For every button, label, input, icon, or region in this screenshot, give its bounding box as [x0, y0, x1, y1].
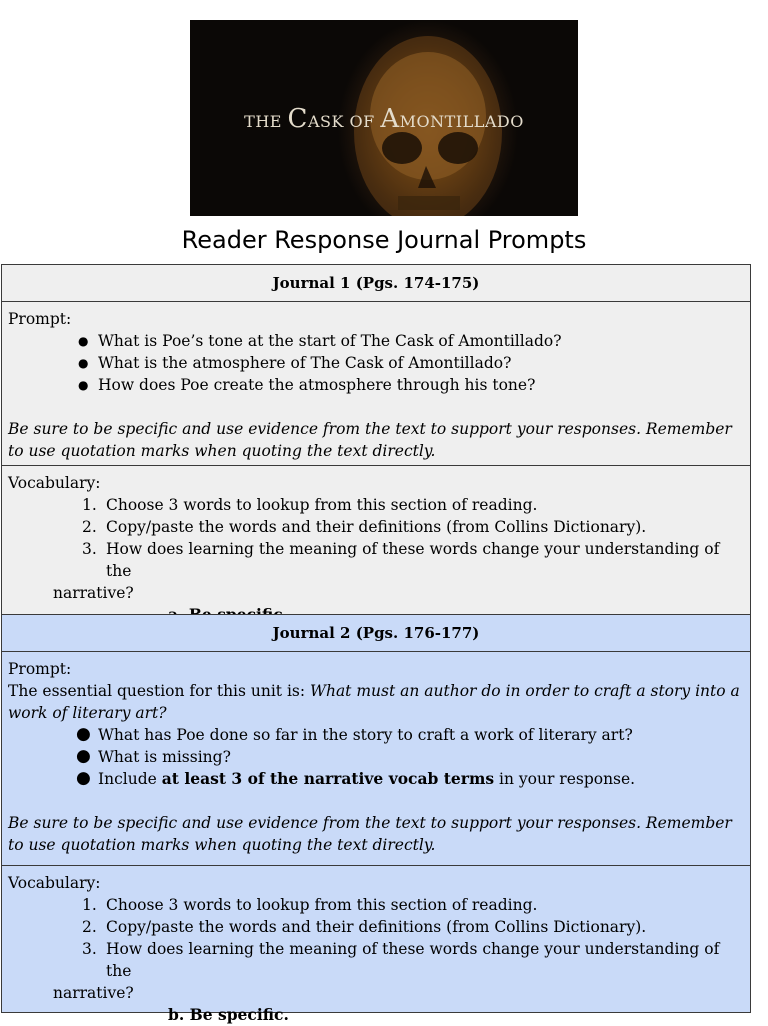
evidence-reminder: Be sure to be specific and use evidence from the text to support your responses. Remember to use quotation marks when quoting the text directly. — [8, 420, 732, 460]
vocab-label: Vocabulary: — [8, 474, 101, 492]
list-item: 3. How does learning the meaning of these words change your understanding of the — [82, 940, 720, 980]
list-item: 1. Choose 3 words to lookup from this section of reading. — [82, 496, 538, 514]
list-item: ● How does Poe create the atmosphere through his tone? — [98, 374, 744, 396]
journal2-vocab-cell — [1, 865, 751, 1024]
prompt-label: Prompt: — [8, 660, 72, 678]
sub-item: b. Be specific. — [168, 1005, 289, 1024]
banner-title: THE CASK OF AMONTILLADO — [244, 104, 524, 134]
evidence-reminder: Be sure to be specific and use evidence from the text to support your responses. Remember to use quotation marks when quoting the text directly. — [8, 814, 732, 854]
essential-question: The essential question for this unit is: What must an author do in order to craft a story into a work of literary art? — [8, 682, 740, 722]
journal2-vocab-list — [8, 894, 744, 982]
list-item: 2. Copy/paste the words and their definitions (from Collins Dictionary). — [82, 918, 647, 936]
journal1-vocab-list — [8, 494, 744, 582]
vocab-label: Vocabulary: — [8, 874, 101, 892]
vocab-continuation: narrative? — [53, 584, 134, 602]
journal2-header: Journal 2 (Pgs. 176-177) — [1, 614, 751, 652]
list-item: 3. How does learning the meaning of these words change your understanding of the — [82, 540, 720, 580]
list-item: ● What is Poe’s tone at the start of The Cask of Amontillado? — [98, 330, 744, 352]
journal1-prompt-list — [8, 330, 744, 396]
list-item: 2. Copy/paste the words and their definitions (from Collins Dictionary). — [82, 518, 647, 536]
journal2-prompt-list — [8, 724, 744, 790]
journal1-vocab-cell — [1, 465, 751, 615]
title-banner-image — [190, 20, 578, 216]
list-item: ● Include at least 3 of the narrative vocab terms in your response. — [98, 768, 744, 790]
journal1-header: Journal 1 (Pgs. 174-175) — [1, 264, 751, 302]
journal1-prompt-cell — [1, 301, 751, 466]
vocab-continuation: narrative? — [53, 984, 134, 1002]
page-title: Reader Response Journal Prompts — [181, 226, 587, 254]
list-item: ● What has Poe done so far in the story to craft a work of literary art? — [98, 724, 744, 746]
list-item: 1. Choose 3 words to lookup from this section of reading. — [82, 896, 538, 914]
list-item: ● What is missing? — [98, 746, 744, 768]
journal2-prompt-cell — [1, 651, 751, 866]
prompt-label: Prompt: — [8, 310, 72, 328]
list-item: ● What is the atmosphere of The Cask of Amontillado? — [98, 352, 744, 374]
